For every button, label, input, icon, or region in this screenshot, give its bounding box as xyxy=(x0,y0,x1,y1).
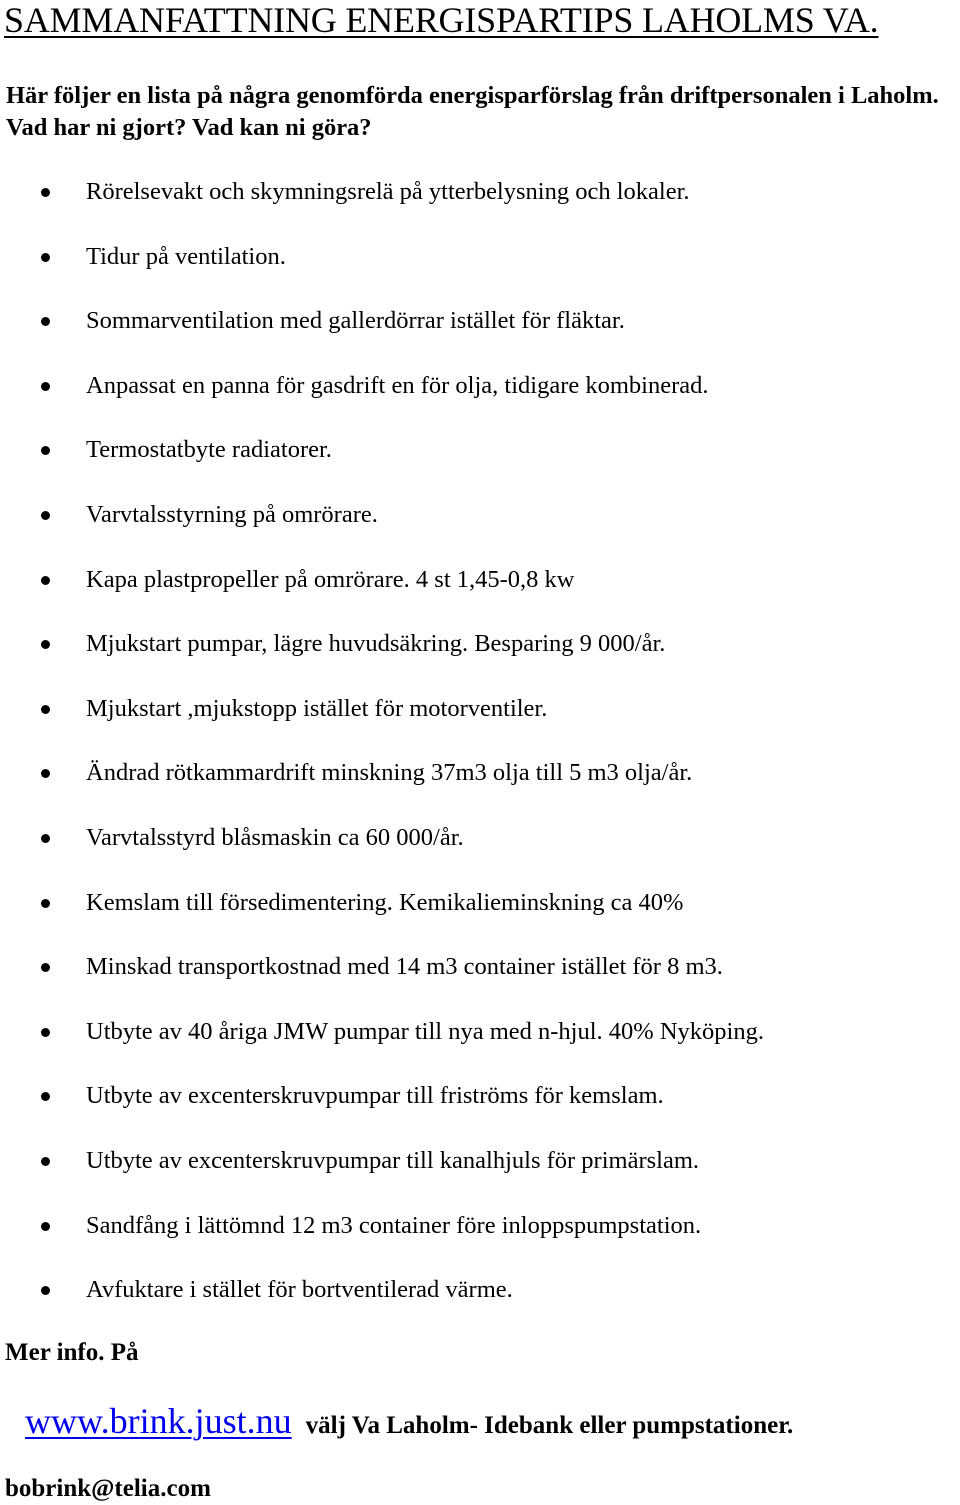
bullet-dot-icon xyxy=(41,1222,50,1231)
bullet-dot-icon xyxy=(41,705,50,714)
list-item-text: Termostatbyte radiatorer. xyxy=(86,436,332,464)
tips-list xyxy=(0,170,764,1333)
list-item xyxy=(0,428,764,493)
bullet-dot-icon xyxy=(41,963,50,972)
list-item-text: Kapa plastpropeller på omrörare. 4 st 1,45-0,8 kw xyxy=(86,565,575,593)
list-item xyxy=(0,751,764,816)
list-item xyxy=(0,687,764,752)
link-note: välj Va Laholm- Idebank eller pumpstationer. xyxy=(305,1412,794,1439)
list-item-text: Utbyte av excenterskruvpumpar till kanalhjuls för primärslam. xyxy=(86,1146,700,1174)
list-item xyxy=(0,235,764,300)
website-link[interactable]: www.brink.just.nu xyxy=(25,1401,292,1441)
bullet-dot-icon xyxy=(41,317,50,326)
list-item xyxy=(0,558,764,623)
list-item xyxy=(0,364,764,429)
list-item xyxy=(0,945,764,1010)
bullet-dot-icon xyxy=(41,511,50,520)
bullet-dot-icon xyxy=(41,576,50,585)
bullet-dot-icon xyxy=(41,834,50,843)
list-item-text: Sandfång i lättömnd 12 m3 container före inloppspumpstation. xyxy=(86,1211,702,1239)
list-item xyxy=(0,1010,764,1075)
list-item-text: Sommarventilation med gallerdörrar istället för fläktar. xyxy=(86,307,625,335)
list-item-text: Mjukstart pumpar, lägre huvudsäkring. Besparing 9 000/år. xyxy=(86,630,666,658)
bullet-dot-icon xyxy=(41,1092,50,1101)
list-item-text: Ändrad rötkammardrift minskning 37m3 olja till 5 m3 olja/år. xyxy=(86,759,693,787)
list-item-text: Varvtalsstyrd blåsmaskin ca 60 000/år. xyxy=(86,823,464,851)
list-item-text: Mjukstart ,mjukstopp istället för motorventiler. xyxy=(86,694,548,722)
bullet-dot-icon xyxy=(41,382,50,391)
list-item-text: Utbyte av excenterskruvpumpar till friströms för kemslam. xyxy=(86,1082,664,1110)
link-line xyxy=(25,1400,793,1442)
list-item xyxy=(0,1204,764,1269)
list-item xyxy=(0,881,764,946)
list-item-text: Varvtalsstyrning på omrörare. xyxy=(86,500,378,528)
list-item-text: Anpassat en panna för gasdrift en för olja, tidigare kombinerad. xyxy=(86,371,709,399)
bullet-dot-icon xyxy=(41,640,50,649)
list-item xyxy=(0,299,764,364)
list-item-text: Kemslam till försedimentering. Kemikalieminskning ca 40% xyxy=(86,888,684,916)
list-item-text: Tidur på ventilation. xyxy=(86,242,286,270)
bullet-dot-icon xyxy=(41,253,50,262)
bullet-dot-icon xyxy=(41,446,50,455)
list-item-text: Minskad transportkostnad med 14 m3 container istället för 8 m3. xyxy=(86,953,723,981)
page-title: SAMMANFATTNING ENERGISPARTIPS LAHOLMS VA. xyxy=(4,0,879,40)
intro-paragraph: Här följer en lista på några genomförda energisparförslag från driftpersonalen i Laholm. Vad har ni gjort? Vad kan ni göra? xyxy=(6,82,939,141)
bullet-dot-icon xyxy=(41,1286,50,1295)
more-info-label: Mer info. På xyxy=(5,1339,139,1366)
list-item xyxy=(0,622,764,687)
list-item-text: Utbyte av 40 åriga JMW pumpar till nya med n-hjul. 40% Nyköping. xyxy=(86,1017,764,1045)
bullet-dot-icon xyxy=(41,769,50,778)
list-item-text: Rörelsevakt och skymningsrelä på ytterbelysning och lokaler. xyxy=(86,178,690,205)
list-item xyxy=(0,1139,764,1204)
list-item xyxy=(0,816,764,881)
bullet-dot-icon xyxy=(41,1157,50,1166)
list-item xyxy=(0,493,764,558)
bullet-dot-icon xyxy=(41,188,50,197)
list-item-text: Avfuktare i stället för bortventilerad värme. xyxy=(86,1276,513,1304)
list-item xyxy=(0,1268,764,1333)
list-item xyxy=(0,170,764,235)
contact-email: bobrink@telia.com xyxy=(5,1475,211,1502)
bullet-dot-icon xyxy=(41,1028,50,1037)
bullet-dot-icon xyxy=(41,899,50,908)
list-item xyxy=(0,1074,764,1139)
